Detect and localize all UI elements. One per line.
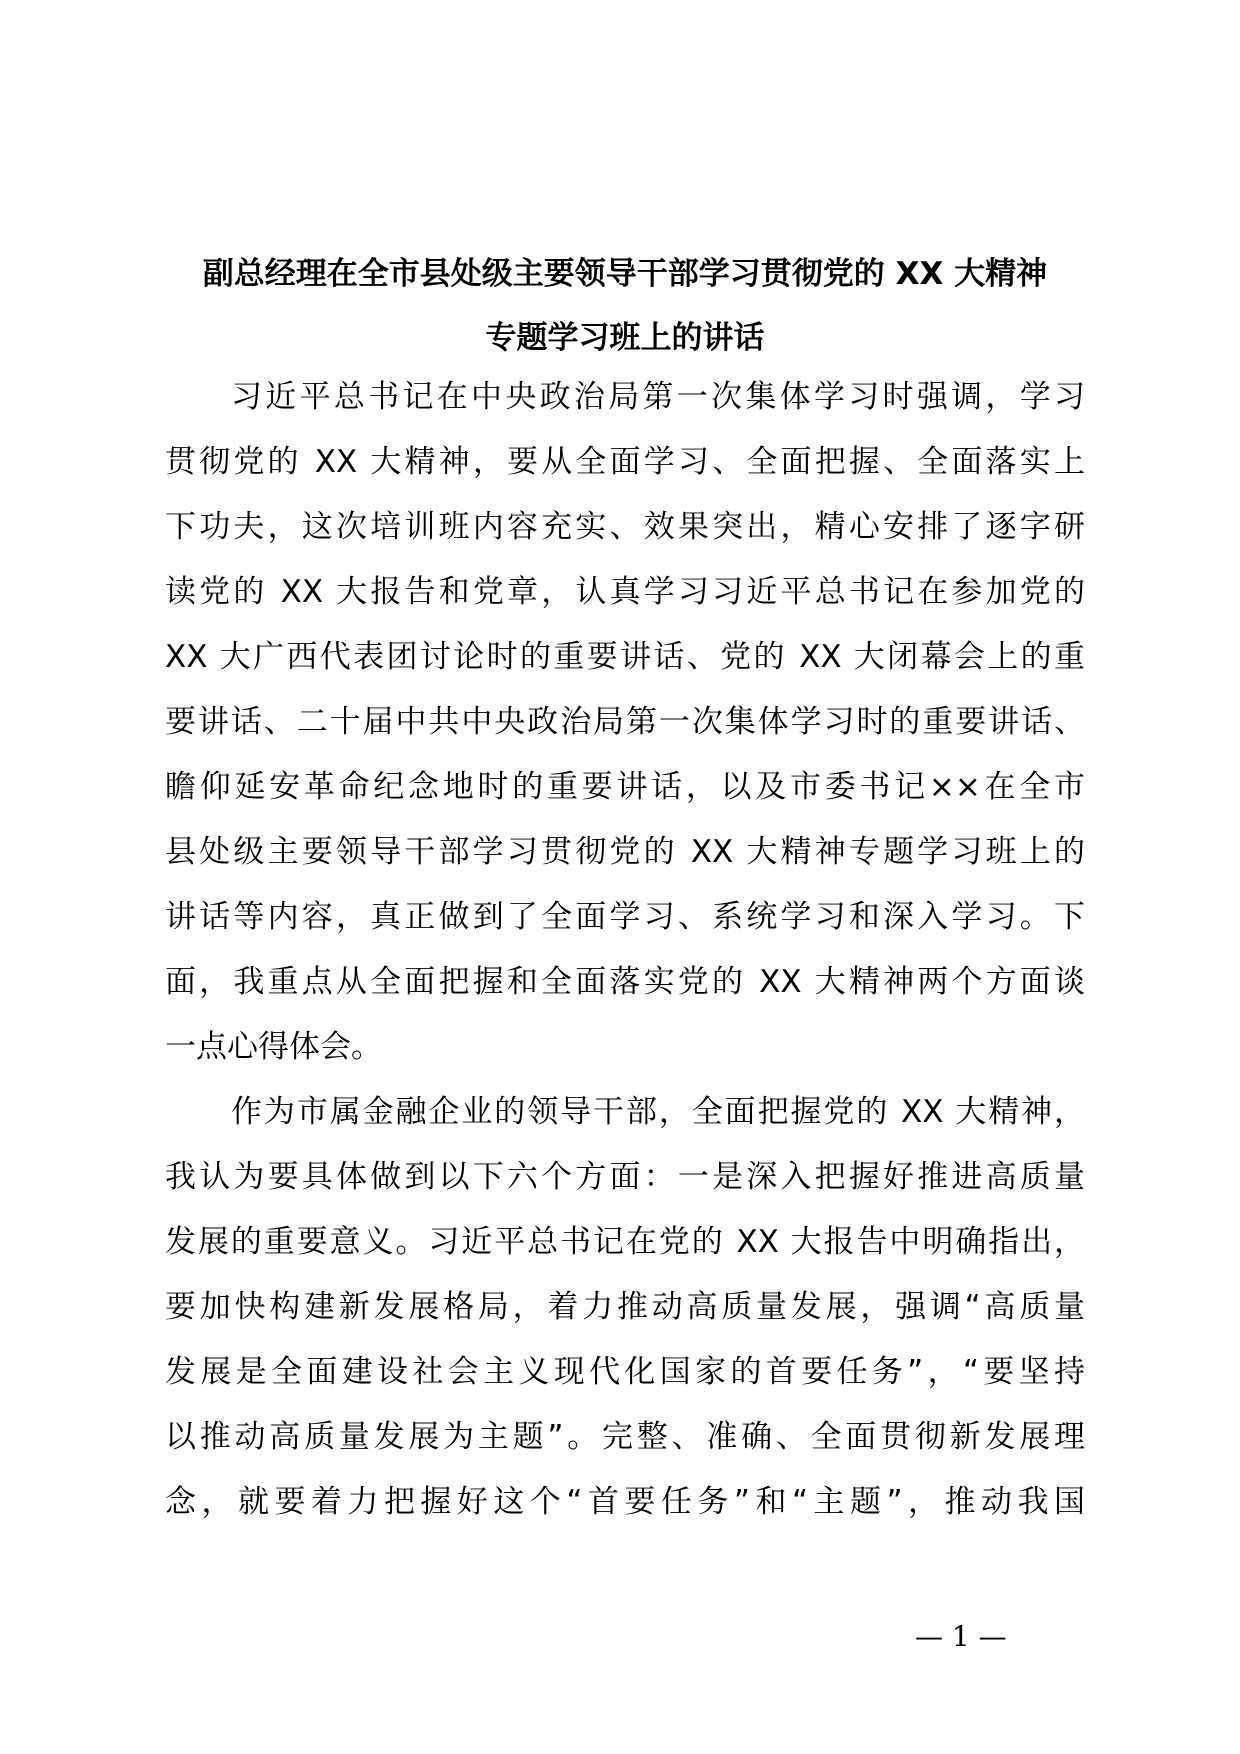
- paragraph-2-line: 发展是全面建设社会主义现代化国家的首要任务”，“要坚持: [165, 1354, 1085, 1390]
- paragraph-1-line: 要讲话、二十届中共中央政治局第一次集体学习时的重要讲话、: [165, 704, 1085, 740]
- paragraph-1-line: 读党的 XX 大报告和党章，认真学习习近平总书记在参加党的: [165, 574, 1085, 610]
- paragraph-2-line: 以推动高质量发展为主题”。完整、准确、全面贯彻新发展理: [165, 1419, 1085, 1455]
- paragraph-1-line: XX 大广西代表团讨论时的重要讲话、党的 XX 大闭幕会上的重: [165, 639, 1085, 675]
- paragraph-1-line: 面，我重点从全面把握和全面落实党的 XX 大精神两个方面谈: [165, 964, 1085, 1000]
- paragraph-1-line: 下功夫，这次培训班内容充实、效果突出，精心安排了逐字研: [165, 509, 1085, 545]
- paragraph-1-line: 讲话等内容，真正做到了全面学习、系统学习和深入学习。下: [165, 899, 1085, 935]
- paragraph-2-line: 我认为要具体做到以下六个方面：一是深入把握好推进高质量: [165, 1159, 1085, 1195]
- paragraph-2-line: 念，就要着力把握好这个“首要任务”和“主题”，推动我国: [165, 1484, 1085, 1520]
- paragraph-1-line: 一点心得体会。: [165, 1029, 382, 1065]
- paragraph-1-line: 贯彻党的 XX 大精神，要从全面学习、全面把握、全面落实上: [165, 444, 1085, 480]
- paragraph-2-line: 发展的重要意义。习近平总书记在党的 XX 大报告中明确指出，: [165, 1224, 1085, 1260]
- document-title-line-1: 副总经理在全市县处级主要领导干部学习贯彻党的 XX 大精神: [202, 256, 1048, 292]
- document-body: [165, 373, 1085, 1543]
- page-number: — 1 —: [915, 1620, 1007, 1653]
- paragraph-1-line: 习近平总书记在中央政治局第一次集体学习时强调，学习: [231, 379, 1085, 415]
- paragraph-2-line: 要加快构建新发展格局，着力推动高质量发展，强调“高质量: [165, 1289, 1085, 1325]
- paragraph-2-line: 作为市属金融企业的领导干部，全面把握党的 XX 大精神，: [231, 1094, 1085, 1130]
- paragraph-1-line: 瞻仰延安革命纪念地时的重要讲话，以及市委书记××在全市: [165, 769, 1085, 805]
- paragraph-1-line: 县处级主要领导干部学习贯彻党的 XX 大精神专题学习班上的: [165, 834, 1085, 870]
- document-title-line-2: 专题学习班上的讲话: [485, 320, 765, 356]
